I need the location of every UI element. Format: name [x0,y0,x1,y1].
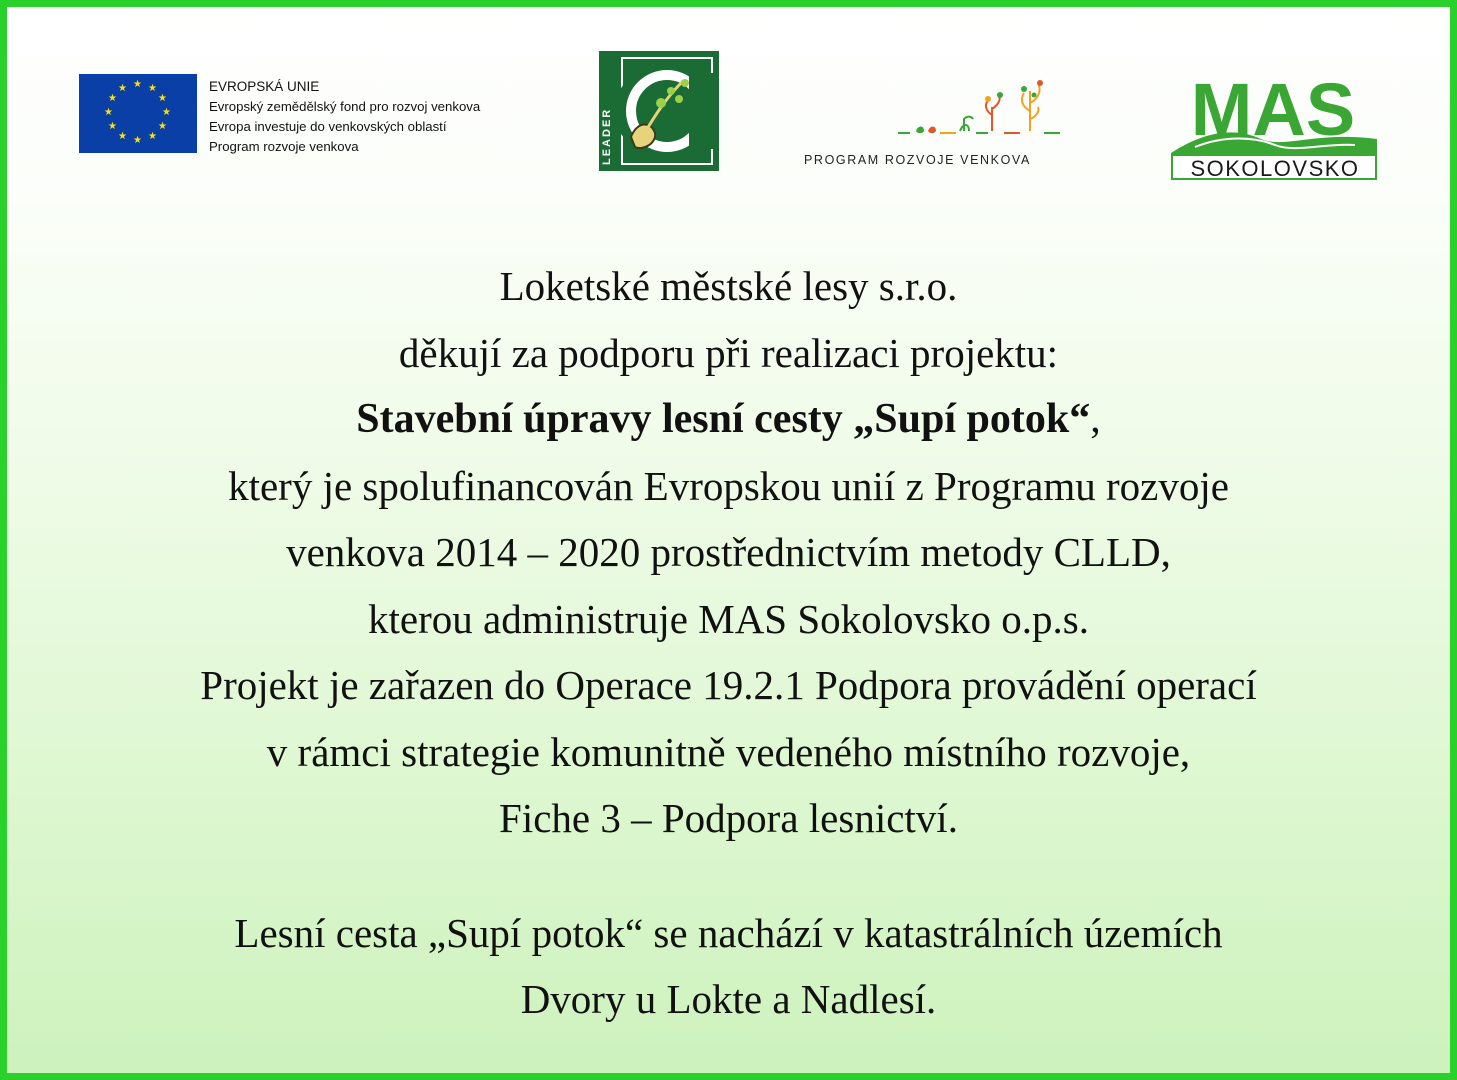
eu-line: Evropský zemědělský fond pro rozvoj venkova [209,99,481,114]
company-name: Loketské městské lesy s.r.o. [499,263,958,309]
eu-line: Program rozvoje venkova [209,139,359,154]
eu-logo-text [209,77,480,157]
spacer [7,852,1450,900]
project-title-suffix: , [1090,396,1101,442]
prv-label: PROGRAM ROZVOJE VENKOVA [804,153,1031,167]
announcement-text [7,253,1450,1033]
description-line: který je spolufinancován Evropskou unií z Programu rozvoje [228,462,1229,509]
thanks-line: děkují za podporu při realizaci projektu: [398,329,1059,376]
prv-logo-icon [884,75,1069,141]
mas-label: SOKOLOVSKO [1190,156,1360,181]
location-line: Lesní cesta „Supí potok“ se nachází v katastrálních územích [234,909,1223,956]
description-line: v rámci strategie komunitně vedeného místního rozvoje, [266,728,1191,775]
location-line: Dvory u Lokte a Nadlesí. [520,976,937,1022]
project-title [7,386,1450,453]
description-line: kterou administruje MAS Sokolovsko o.p.s. [368,595,1089,642]
eu-line: Evropa investuje do venkovských oblastí [209,119,447,134]
eu-line: EVROPSKÁ UNIE [209,79,320,94]
description-line: Projekt je zařazen do Operace 19.2.1 Podpora provádění operací [200,662,1257,708]
leader-logo-icon [599,51,719,171]
leader-label: LEADER [601,107,613,165]
description-line: Fiche 3 – Podpora lesnictví. [499,795,958,841]
svg-text:MAS: MAS [1190,69,1356,151]
project-title-text: Stavební úpravy lesní cesty „Supí potok“ [356,396,1091,442]
description-line: venkova 2014 – 2020 prostřednictvím metody CLLD, [286,529,1171,575]
eu-flag-icon: ★ ★ ★ ★ ★ ★ ★ ★ ★ ★ ★ ★ [79,74,197,153]
